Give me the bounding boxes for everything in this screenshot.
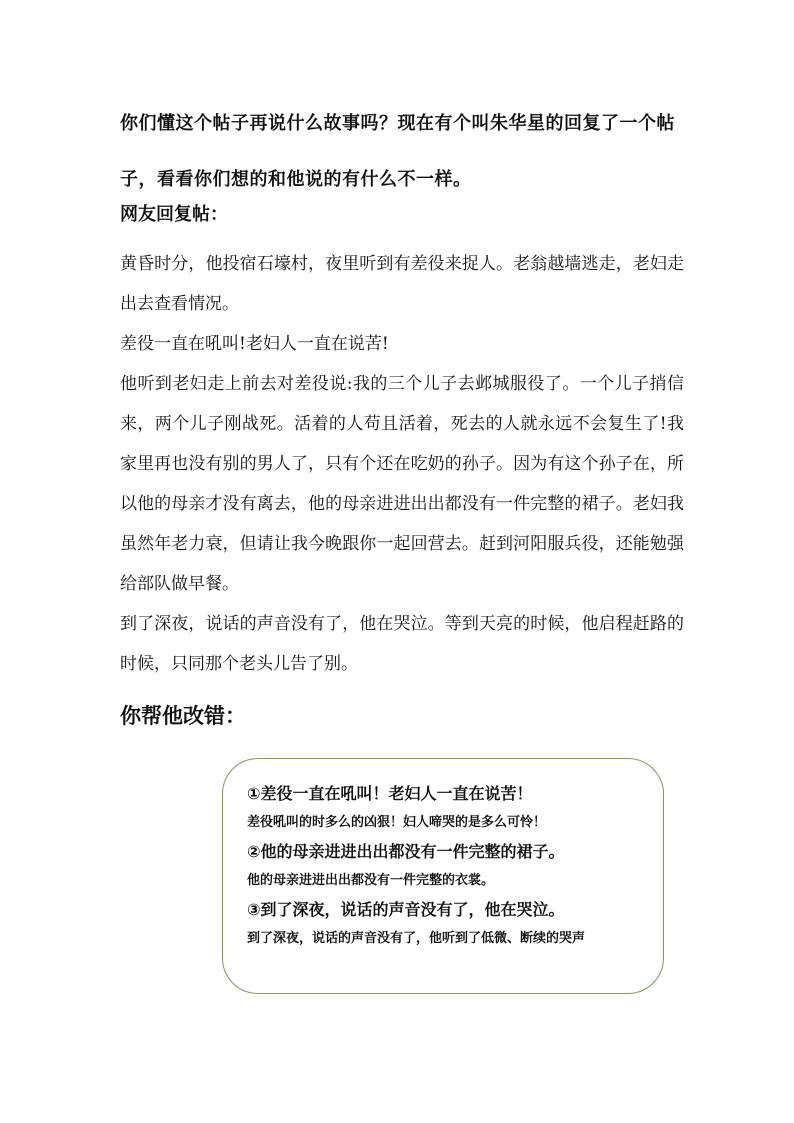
intro-paragraph: 你们懂这个帖子再说什么故事吗？现在有个叫朱华星的回复了一个帖子，看看你们想的和他说的有什么不一样。 xyxy=(120,113,675,190)
correction-right-1: 差役吼叫的时多么的凶狠！妇人啼哭的是多么可怜！ xyxy=(247,815,547,830)
story-paragraph-2: 差役一直在吼叫!老妇人一直在说苦! xyxy=(120,334,389,354)
correction-right-2: 他的母亲进进出出都没有一件完整的衣裳。 xyxy=(247,873,495,888)
correction-wrong-2: ②他的母亲进进出出都没有一件完整的裙子。 xyxy=(247,842,565,861)
story-paragraph-1: 黄昏时分，他投宿石壕村，夜里听到有差役来捉人。老翁越墙逃走，老妇走出去查看情况。 xyxy=(120,254,684,314)
answer-box xyxy=(222,758,664,994)
correction-right-3: 到了深夜，说话的声音没有了，他听到了低微、断续的哭声 xyxy=(247,931,586,946)
story-paragraph-4: 到了深夜，说话的声音没有了，他在哭泣。等到天亮的时候，他启程赶路的时候，只同那个老头儿告了别。 xyxy=(120,614,684,674)
story-paragraph-3: 他听到老妇走上前去对差役说:我的三个儿子去邺城服役了。一个儿子捎信来，两个儿子刚战死。活着的人苟且活着，死去的人就永远不会复生了!我家里再也没有别的男人了，只有个还在吃奶的孙子。因为有这个孙子在，所以他的母亲才没有离去，他的母亲进进出出都没有一件完整的裙子。老妇我虽然年老力衰，但请让我今晚跟你一起回营去。赶到河阳服兵役，还能勉强给部队做早餐。 xyxy=(120,374,684,594)
correction-wrong-1: ①差役一直在吼叫！老妇人一直在说苦！ xyxy=(247,784,533,803)
correction-wrong-3: ③到了深夜，说话的声音没有了，他在哭泣。 xyxy=(247,900,565,919)
story-text xyxy=(120,244,684,684)
reply-heading: 网友回复帖： xyxy=(120,204,228,225)
fix-heading: 你帮他改错： xyxy=(120,704,246,728)
